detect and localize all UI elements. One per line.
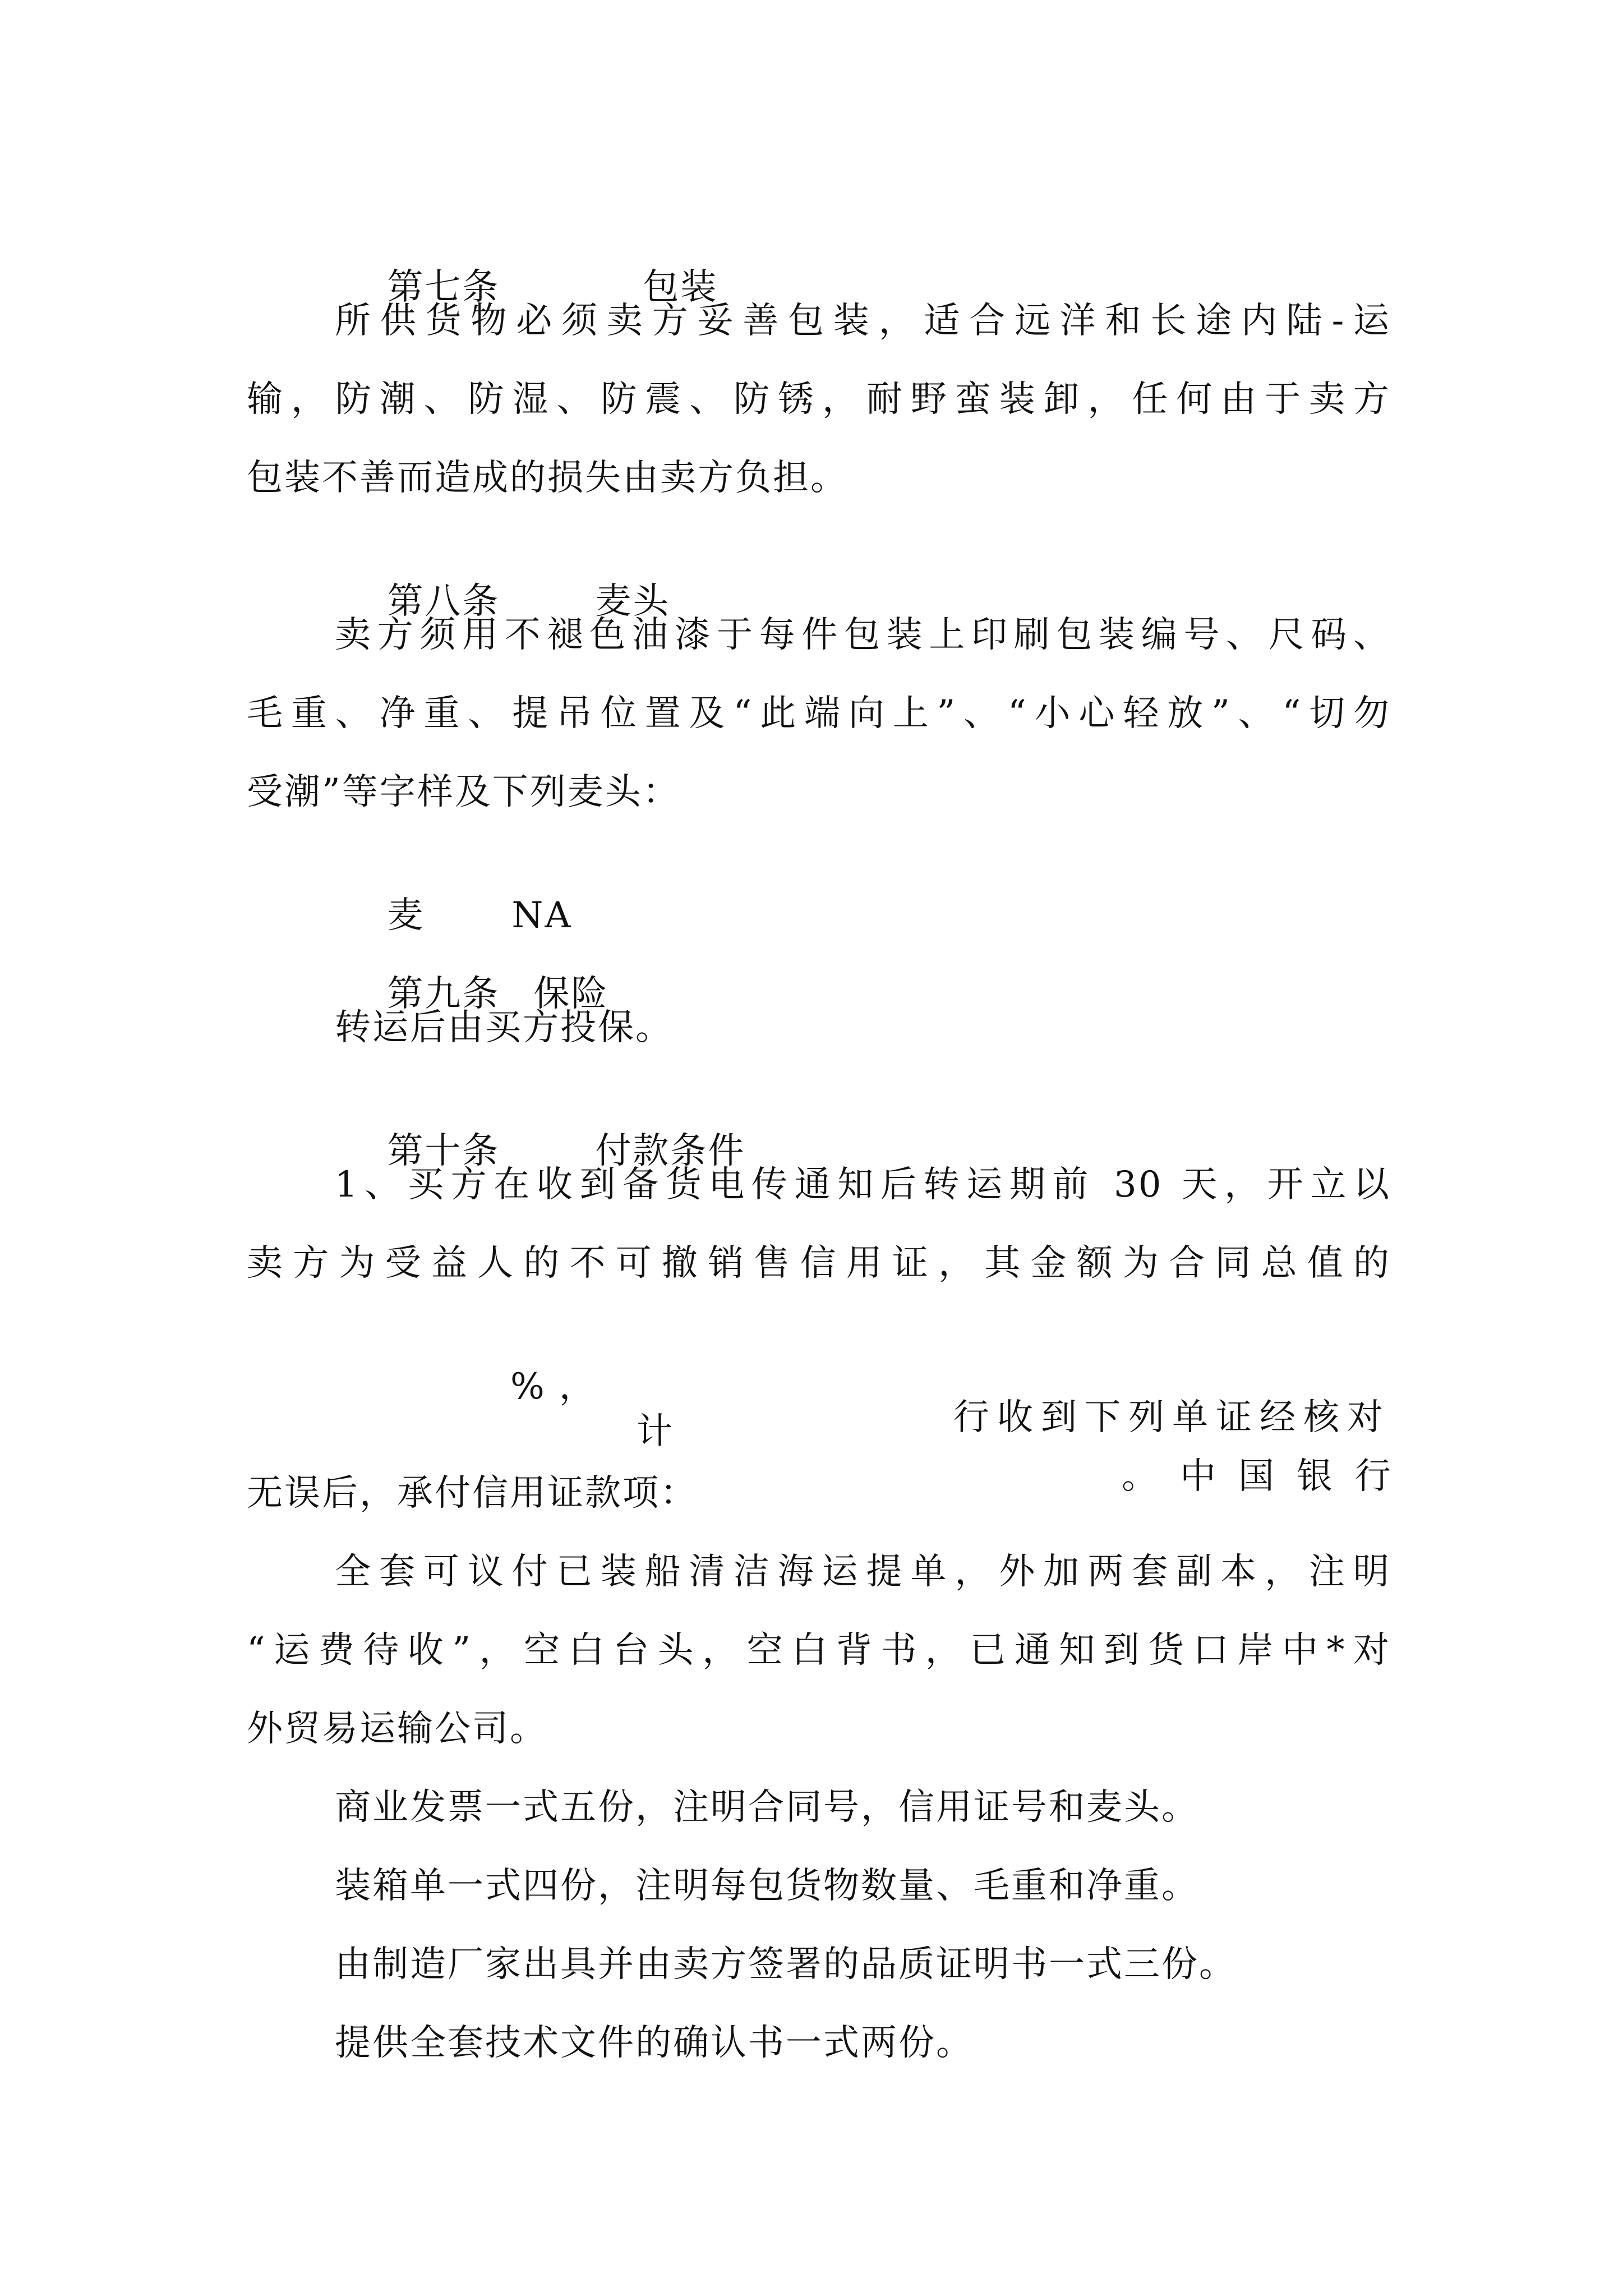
document-item-bill-of-lading-line-1: 全套可议付已装船清洁海运提单，外加两套副本，注明	[335, 1551, 1391, 1593]
shipping-mark-value: NA	[511, 895, 573, 936]
percent-blank: %，	[510, 1366, 610, 1407]
article-9-label: 第九条	[387, 973, 500, 1015]
article-7-text-line-3: 包装不善而造成的损失由卖方负担。	[247, 457, 848, 499]
article-7-text-line-1: 所供货物必须卖方妥善包装，适合远洋和长途内陆-运	[335, 300, 1391, 342]
amount-blank: 计	[637, 1411, 674, 1452]
article-7-text-line-2: 输，防潮、防湿、防震、防锈，耐野蛮装卸，任何由于卖方	[247, 379, 1391, 420]
article-10-text-line-1: 1、买方在收到备货电传通知后转运期前 30 天，开立以	[335, 1164, 1391, 1205]
article-10-text-line-5: 无误后，承付信用证款项：	[247, 1473, 698, 1514]
document-item-bill-of-lading-line-2: “运费待收”，空白台头，空白背书，已通知到货口岸中*对	[247, 1630, 1391, 1671]
document-item-invoice: 商业发票一式五份，注明合同号，信用证号和麦头。	[335, 1787, 1199, 1828]
article-10-text-line-4: 行收到下列单证经核对	[953, 1397, 1391, 1438]
document-item-technical-confirmation: 提供全套技术文件的确认书一式两份。	[335, 2022, 974, 2064]
article-8-label: 第八条	[387, 581, 500, 622]
document-item-packing-list: 装箱单一式四份，注明每包货物数量、毛重和净重。	[335, 1865, 1199, 1907]
article-7-label: 第七条	[387, 266, 500, 308]
article-8-title: 麦头	[595, 581, 671, 622]
document-item-bill-of-lading-line-3: 外贸易运输公司。	[247, 1708, 547, 1750]
bank-name-blank: 。中国银行	[1122, 1456, 1413, 1497]
article-9-title: 保险	[533, 973, 609, 1015]
article-10-label: 第十条	[387, 1130, 500, 1172]
article-9-text: 转运后由买方投保。	[335, 1007, 673, 1048]
article-8-text-line-2: 毛重、净重、提吊位置及“此端向上”、“小心轻放”、“切勿	[247, 693, 1391, 734]
article-8-text-line-1: 卖方须用不褪色油漆于每件包装上印刷包装编号、尺码、	[335, 614, 1391, 656]
document-item-quality-certificate: 由制造厂家出具并由卖方签署的品质证明书一式三份。	[335, 1944, 1237, 1985]
article-10-title: 付款条件	[595, 1130, 746, 1172]
shipping-mark-label: 麦	[387, 895, 425, 936]
article-7-title: 包装	[643, 266, 718, 308]
article-10-text-line-2: 卖方为受益人的不可撤销售信用证，其金额为合同总值的	[247, 1243, 1391, 1284]
article-8-text-line-3: 受潮”等字样及下列麦头：	[247, 771, 680, 813]
